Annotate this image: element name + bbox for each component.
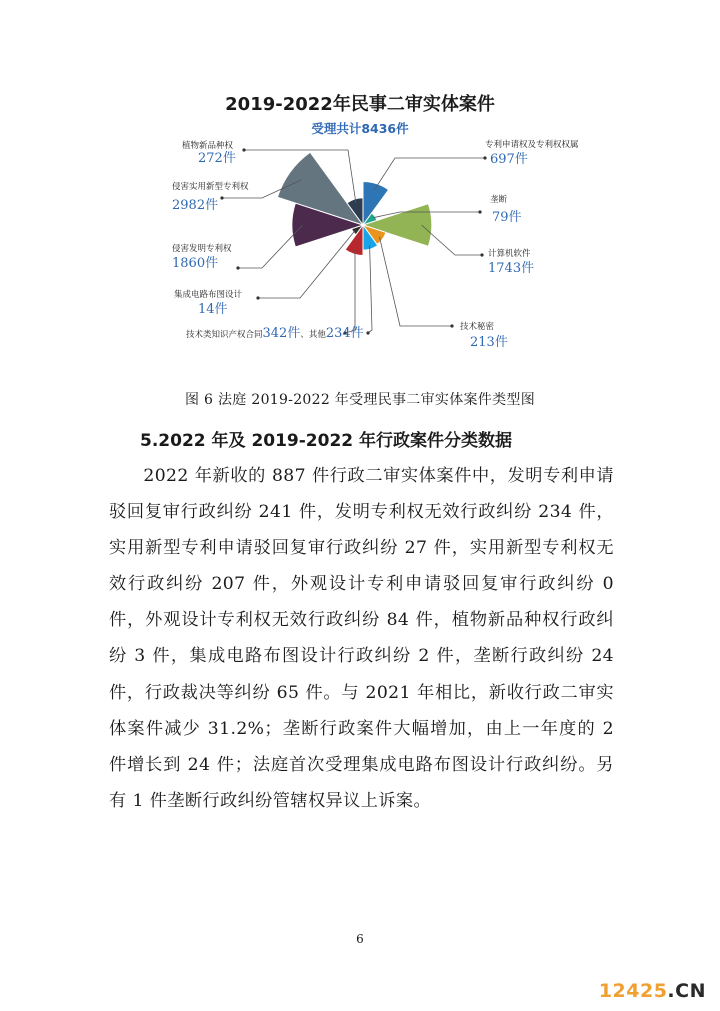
label-patent-ownership-count: 697件 — [490, 152, 528, 167]
figure-caption: 图 6 法庭 2019-2022 年受理民事二审实体案件类型图 — [185, 392, 535, 408]
label-utility-name: 侵害实用新型专利权 — [172, 182, 249, 192]
watermark-main: 12425 — [598, 980, 668, 1002]
watermark-tld: .CN — [667, 980, 706, 1002]
label-software-count: 1743件 — [488, 261, 535, 276]
section-heading: 5.2022 年及 2019-2022 年行政案件分类数据 — [140, 431, 513, 451]
leader-dot-0 — [483, 156, 486, 159]
chart-title: 2019-2022年民事二审实体案件 — [225, 94, 495, 115]
label-ic-layout-count: 14件 — [198, 302, 228, 317]
label-tech-secret-name: 技术秘密 — [460, 322, 495, 332]
leader-line-3 — [380, 237, 453, 326]
leader-dot-8 — [220, 196, 223, 199]
label-utility-count: 2982件 — [172, 198, 219, 213]
pie-slices — [277, 152, 431, 255]
label-contract-count: 342件 — [262, 326, 301, 341]
leader-dot-6 — [256, 296, 259, 299]
label-patent-ownership-name: 专利申请权及专利权权属 — [485, 140, 579, 150]
pie-chart — [0, 0, 720, 380]
leader-dot-7 — [236, 266, 239, 269]
leader-line-5 — [345, 250, 355, 333]
chart-subtitle: 受理共计8436件 — [311, 121, 409, 136]
label-plant-count: 272件 — [198, 151, 236, 166]
watermark-logo — [599, 980, 706, 1002]
leader-dot-1 — [478, 210, 481, 213]
label-contract-name: 技术类知识产权合同 — [186, 330, 263, 340]
label-invention-count: 1860件 — [172, 256, 219, 271]
label-monopoly-count: 79件 — [492, 210, 522, 225]
label-tech-secret-count: 213件 — [470, 335, 508, 350]
label-contract-other — [186, 326, 364, 341]
page-number: 6 — [356, 932, 364, 946]
label-invention-name: 侵害发明专利权 — [172, 244, 232, 254]
leader-dot-9 — [242, 148, 245, 151]
label-plant-name: 植物新品种权 — [182, 141, 234, 151]
body-paragraph: 2022 年新收的 887 件行政二审实体案件中，发明专利申请驳回复审行政纠纷 241 件，发明专利权无效行政纠纷 234 件，实用新型专利申请驳回复审行政纠纷 27 件，实用新型专利权无效行政纠纷 207 件，外观设计专利申请驳回复审行政纠纷 0 件，外观设计专利权无效行政纠纷 84 件，植物新品种权行政纠纷 3 件，集成电路布图设计行政纠纷 2 件，垄断行政纠纷 24 件，行政裁决等纠纷 65 件。与 2021 年相比，新收行政二审实体案件减少 31.2%；垄断行政案件大幅增加，由上一年度的 2 件增长到 24 件；法庭首次受理集成电路布图设计行政纠纷。另有 1 件垄断行政纠纷管辖权异议上诉案。 — [109, 466, 614, 811]
leader-dot-2 — [480, 253, 483, 256]
label-software-name: 计算机软件 — [488, 249, 531, 259]
leader-dot-4 — [366, 331, 369, 334]
leader-line-0 — [374, 158, 485, 190]
leader-line-4 — [368, 245, 372, 333]
label-other-count: 234件 — [325, 326, 364, 341]
label-ic-layout-name: 集成电路布图设计 — [174, 290, 243, 300]
label-other-name: 、其他 — [300, 330, 326, 340]
label-monopoly-name: 垄断 — [490, 195, 508, 205]
leader-dot-3 — [450, 324, 453, 327]
